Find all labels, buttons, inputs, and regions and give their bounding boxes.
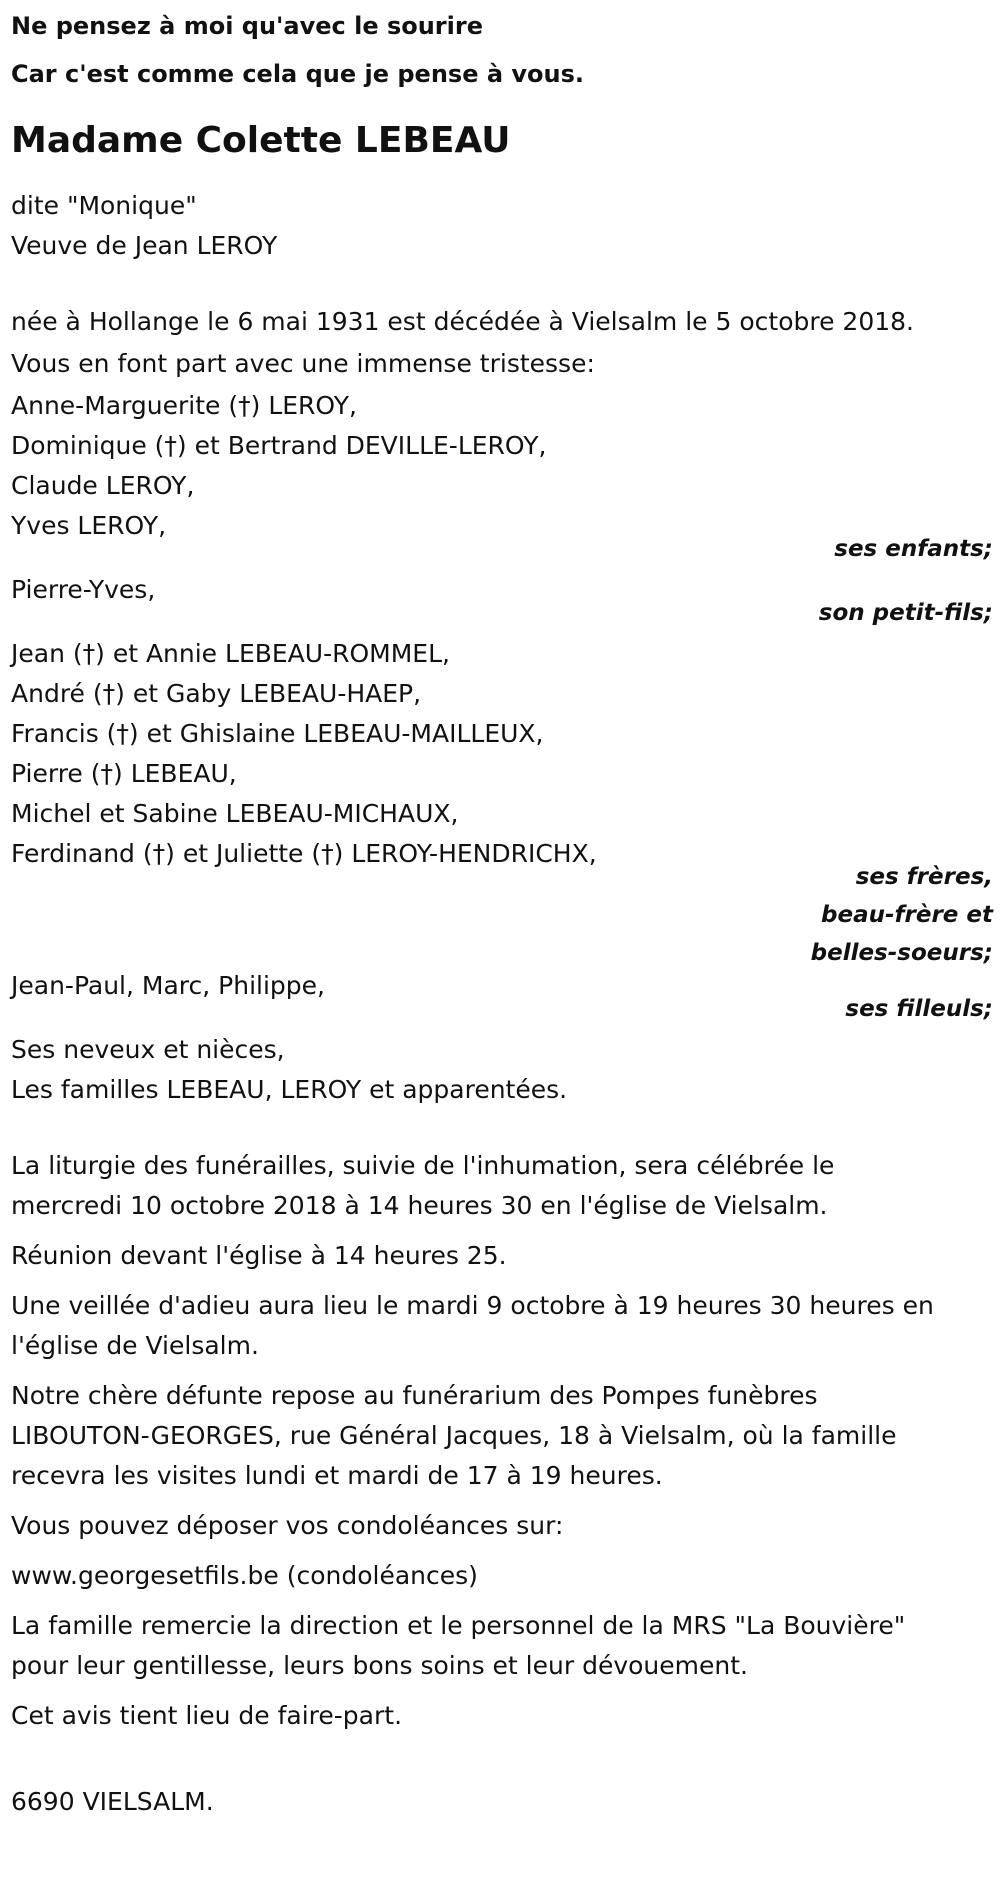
epigraph-line-1: Ne pensez à moi qu'avec le sourire	[11, 12, 483, 40]
list-item: Anne-Marguerite (†) LEROY,	[11, 391, 357, 420]
others-list	[11, 1030, 993, 1110]
list-item: Pierre (†) LEBEAU,	[11, 759, 237, 788]
epigraph	[11, 0, 993, 98]
meeting-paragraph: Réunion devant l'église à 14 heures 25.	[11, 1241, 507, 1270]
birth-death: née à Hollange le 6 mai 1931 est décédée à Vielsalm le 5 octobre 2018.	[11, 307, 914, 336]
list-item: Francis (†) et Ghislaine LEBEAU-MAILLEUX,	[11, 719, 544, 748]
list-item: André (†) et Gaby LEBEAU-HAEP,	[11, 679, 422, 708]
list-item: Jean (†) et Annie LEBEAU-ROMMEL,	[11, 639, 450, 668]
vigil-paragraph: Une veillée d'adieu aura lieu le mardi 9 octobre à 19 heures 30 heures en l'église de Vielsalm.	[11, 1291, 934, 1360]
relation-children: ses enfants;	[834, 536, 993, 562]
list-item: Ferdinand (†) et Juliette (†) LEROY-HENDRICHX,	[11, 839, 597, 868]
alias-block	[11, 186, 993, 266]
relation-siblings	[11, 858, 993, 972]
epigraph-line-2: Car c'est comme cela que je pense à vous.	[11, 60, 584, 88]
condolences-paragraph: Vous pouvez déposer vos condoléances sur:	[11, 1511, 564, 1540]
list-item: Ses neveux et nièces,	[11, 1035, 285, 1064]
list-item: Yves LEROY,	[11, 511, 167, 540]
relation-line: belles-soeurs;	[810, 940, 993, 966]
list-item: Jean-Paul, Marc, Philippe,	[11, 971, 325, 1000]
relation-line: beau-frère et	[821, 902, 993, 928]
announcement: Vous en font part avec une immense tristesse:	[11, 349, 595, 378]
widow-of: Veuve de Jean LEROY	[11, 231, 278, 260]
rest-paragraph: Notre chère défunte repose au funérarium des Pompes funèbres LIBOUTON-GEORGES, rue Général Jacques, 18 à Vielsalm, où la famille recevra les visites lundi et mardi de 17 à 19 heures.	[11, 1381, 897, 1490]
deceased-name: Madame Colette LEBEAU	[11, 120, 511, 161]
website-link[interactable]: www.georgesetfils.be (condoléances)	[11, 1561, 478, 1590]
list-item: Michel et Sabine LEBEAU-MICHAUX,	[11, 799, 459, 828]
children-list	[11, 386, 993, 546]
list-item: Pierre-Yves,	[11, 575, 156, 604]
list-item: Dominique (†) et Bertrand DEVILLE-LEROY,	[11, 431, 547, 460]
relation-line: ses frères,	[855, 864, 993, 890]
alias: dite "Monique"	[11, 191, 197, 220]
notice-paragraph: Cet avis tient lieu de faire-part.	[11, 1701, 403, 1730]
liturgy-paragraph: La liturgie des funérailles, suivie de l'inhumation, sera célébrée le mercredi 10 octobre 2018 à 14 heures 30 en l'église de Vielsalm.	[11, 1151, 835, 1220]
location: 6690 VIELSALM.	[11, 1787, 214, 1816]
thanks-paragraph: La famille remercie la direction et le personnel de la MRS "La Bouvière" pour leur gentillesse, leurs bons soins et leur dévouement.	[11, 1611, 906, 1680]
list-item: Claude LEROY,	[11, 471, 195, 500]
siblings-list	[11, 634, 993, 874]
website-paragraph	[11, 1556, 993, 1596]
relation-grandson: son petit-fils;	[818, 600, 993, 626]
list-item: Les familles LEBEAU, LEROY et apparentées.	[11, 1075, 568, 1104]
relation-godchildren: ses filleuls;	[845, 996, 993, 1022]
